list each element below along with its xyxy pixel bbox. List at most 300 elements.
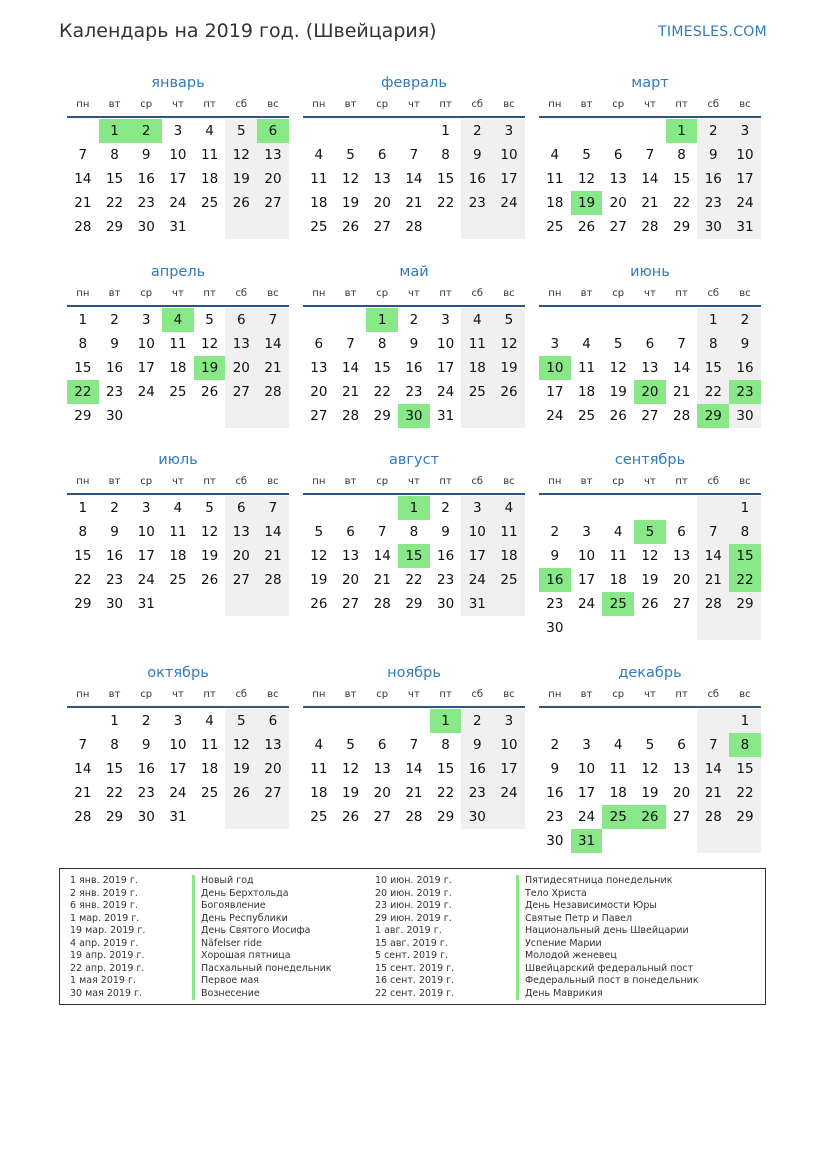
weekday-label: пт xyxy=(675,476,688,487)
empty-day-cell xyxy=(729,616,761,640)
weekday-label: ср xyxy=(140,288,153,299)
empty-day-cell xyxy=(162,404,194,428)
empty-day-cell xyxy=(162,592,194,616)
legend-holiday-name: Молодой женевец xyxy=(516,950,699,963)
day-cell: 1 xyxy=(666,119,698,143)
day-cell: 2 xyxy=(697,119,729,143)
weekday-label: пт xyxy=(203,99,216,110)
day-cell: 20 xyxy=(373,785,391,801)
day-cell: 28 xyxy=(341,408,360,424)
day-cell: 23 xyxy=(405,384,423,400)
day-cell: 30 xyxy=(546,620,564,636)
week-row xyxy=(303,757,525,781)
day-cell: 24 xyxy=(169,195,187,211)
week-row xyxy=(67,709,289,733)
empty-day-cell xyxy=(697,709,729,733)
legend-holiday-date: 19 апр. 2019 г. xyxy=(70,950,145,961)
legend-holiday-name: День Святого Иосифа xyxy=(192,925,332,938)
day-cell: 15 xyxy=(729,757,761,781)
week-row xyxy=(303,568,525,592)
day-cell: 3 xyxy=(173,713,183,729)
weekday-label: пт xyxy=(675,689,688,700)
week-row xyxy=(539,356,761,380)
week-row xyxy=(539,592,761,616)
day-cell: 29 xyxy=(74,596,92,612)
day-cell: 2 xyxy=(441,500,450,516)
day-cell: 2 xyxy=(461,119,493,143)
day-cell: 22 xyxy=(373,384,391,400)
day-cell: 13 xyxy=(373,761,391,777)
day-cell: 27 xyxy=(609,219,627,235)
day-cell: 29 xyxy=(697,404,729,428)
day-cell: 27 xyxy=(257,781,289,805)
weekday-label: пн xyxy=(312,288,326,299)
day-cell: 25 xyxy=(577,408,596,424)
day-cell: 9 xyxy=(441,524,450,540)
day-cell: 19 xyxy=(201,548,219,564)
day-cell: 10 xyxy=(169,147,187,163)
week-row xyxy=(539,520,761,544)
day-cell: 9 xyxy=(110,524,119,540)
weekday-label: вт xyxy=(344,476,357,487)
legend-holiday-date: 2 янв. 2019 г. xyxy=(70,887,138,899)
day-cell: 19 xyxy=(310,572,328,588)
empty-day-cell xyxy=(303,496,335,520)
weekday-label: ср xyxy=(140,99,153,110)
day-cell: 4 xyxy=(582,336,591,352)
day-cell: 8 xyxy=(441,737,450,753)
day-cell: 18 xyxy=(310,785,328,801)
day-cell: 23 xyxy=(137,195,155,211)
month-11 xyxy=(303,662,525,829)
day-cell: 23 xyxy=(729,380,761,404)
day-cell: 8 xyxy=(110,147,119,163)
weekday-header xyxy=(67,283,289,305)
day-cell: 20 xyxy=(310,384,328,400)
week-row xyxy=(67,520,289,544)
day-cell: 22 xyxy=(437,785,455,801)
day-cell: 12 xyxy=(641,761,659,777)
day-cell: 22 xyxy=(74,572,92,588)
week-row xyxy=(303,380,525,404)
weekday-label: сб xyxy=(235,476,248,487)
day-cell: 30 xyxy=(697,215,729,239)
day-cell: 10 xyxy=(437,336,455,352)
day-cell: 5 xyxy=(634,520,666,544)
day-cell: 16 xyxy=(105,360,124,376)
empty-day-cell xyxy=(666,616,698,640)
day-cell: 7 xyxy=(677,336,686,352)
day-cell: 7 xyxy=(409,737,419,753)
day-cell: 28 xyxy=(697,805,729,829)
day-cell: 31 xyxy=(169,219,187,235)
day-cell: 21 xyxy=(697,568,729,592)
empty-day-cell xyxy=(335,308,367,332)
day-cell: 24 xyxy=(577,596,596,612)
weekday-label: пт xyxy=(439,689,452,700)
week-row xyxy=(303,544,525,568)
month-name: июнь xyxy=(630,264,670,280)
day-cell: 12 xyxy=(341,761,360,777)
empty-day-cell xyxy=(67,119,99,143)
day-cell: 24 xyxy=(437,384,455,400)
day-cell: 11 xyxy=(310,171,328,187)
day-cell: 16 xyxy=(461,757,493,781)
empty-day-cell xyxy=(634,496,666,520)
day-cell: 14 xyxy=(373,548,391,564)
month-9 xyxy=(539,449,761,640)
weekday-label: пн xyxy=(312,99,326,110)
empty-day-cell xyxy=(666,308,698,332)
week-row xyxy=(67,356,289,380)
day-cell: 15 xyxy=(373,360,391,376)
site-link[interactable]: TIMESLES.COM xyxy=(658,24,767,40)
day-cell: 27 xyxy=(341,596,360,612)
day-cell: 22 xyxy=(729,568,761,592)
week-row xyxy=(539,709,761,733)
day-cell: 29 xyxy=(437,809,455,825)
empty-day-cell xyxy=(225,215,257,239)
day-cell: 25 xyxy=(201,195,219,211)
day-cell: 1 xyxy=(78,500,88,516)
day-cell: 21 xyxy=(673,384,691,400)
legend-holiday-date: 16 сент. 2019 г. xyxy=(375,975,455,986)
legend-holiday-name: Успение Марии xyxy=(516,938,699,951)
day-cell: 31 xyxy=(461,592,493,616)
day-cell: 4 xyxy=(613,524,623,540)
day-cell: 20 xyxy=(225,356,257,380)
day-cell: 25 xyxy=(493,568,525,592)
day-cell: 8 xyxy=(729,733,761,757)
day-cell: 4 xyxy=(173,500,183,516)
day-cell: 21 xyxy=(405,195,423,211)
day-cell: 14 xyxy=(74,761,92,777)
weekday-label: вс xyxy=(503,689,515,700)
day-cell: 3 xyxy=(441,312,450,328)
day-cell: 6 xyxy=(377,147,387,163)
weekday-label: сб xyxy=(707,288,720,299)
legend-holiday-name: Федеральный пост в понедельник xyxy=(516,975,699,988)
legend-holiday-date: 23 июн. 2019 г. xyxy=(375,900,452,911)
day-cell: 1 xyxy=(729,496,761,520)
day-cell: 10 xyxy=(539,356,571,380)
weekday-label: вт xyxy=(108,476,121,487)
day-cell: 4 xyxy=(550,147,560,163)
empty-day-cell xyxy=(194,215,226,239)
day-cell: 27 xyxy=(225,568,257,592)
day-cell: 18 xyxy=(310,195,328,211)
empty-day-cell xyxy=(430,215,462,239)
week-row xyxy=(303,805,525,829)
day-cell: 24 xyxy=(493,191,525,215)
day-cell: 18 xyxy=(546,195,564,211)
weekday-label: чт xyxy=(644,99,656,110)
weekday-label: вс xyxy=(503,476,515,487)
month-12 xyxy=(539,662,761,853)
day-cell: 30 xyxy=(461,805,493,829)
week-row xyxy=(539,781,761,805)
day-cell: 16 xyxy=(539,568,571,592)
day-cell: 28 xyxy=(257,380,289,404)
day-cell: 26 xyxy=(577,219,596,235)
day-cell: 26 xyxy=(493,380,525,404)
day-cell: 16 xyxy=(437,548,455,564)
legend-holiday-name: Национальный день Швейцарии xyxy=(516,925,699,938)
empty-day-cell xyxy=(257,805,289,829)
day-cell: 17 xyxy=(137,548,155,564)
week-row xyxy=(303,143,525,167)
empty-day-cell xyxy=(493,404,525,428)
legend-holiday-date: 1 янв. 2019 г. xyxy=(70,875,138,886)
weekday-label: сб xyxy=(707,689,720,700)
month-divider xyxy=(67,493,289,495)
day-cell: 5 xyxy=(493,308,525,332)
day-cell: 29 xyxy=(673,219,691,235)
day-cell: 26 xyxy=(201,384,219,400)
day-cell: 5 xyxy=(225,709,257,733)
day-cell: 12 xyxy=(641,548,659,564)
day-cell: 12 xyxy=(201,524,219,540)
day-cell: 3 xyxy=(493,119,525,143)
month-divider xyxy=(67,706,289,708)
legend-holiday-date: 15 сент. 2019 г. xyxy=(375,962,455,974)
weekday-header xyxy=(539,684,761,706)
weekday-label: пн xyxy=(76,288,90,299)
day-cell: 11 xyxy=(609,761,627,777)
day-cell: 15 xyxy=(437,761,455,777)
day-cell: 12 xyxy=(201,336,219,352)
week-row xyxy=(303,781,525,805)
day-cell: 14 xyxy=(257,332,289,356)
week-row xyxy=(303,167,525,191)
day-cell: 31 xyxy=(729,215,761,239)
day-cell: 20 xyxy=(225,544,257,568)
legend-holiday-date: 19 мар. 2019 г. xyxy=(70,925,146,936)
day-cell: 27 xyxy=(373,809,391,825)
empty-day-cell xyxy=(634,119,666,143)
weekday-label: пн xyxy=(548,476,562,487)
month-divider xyxy=(67,116,289,118)
day-cell: 31 xyxy=(169,809,187,825)
day-cell: 21 xyxy=(257,544,289,568)
legend-holiday-date: 4 апр. 2019 г. xyxy=(70,937,139,949)
day-cell: 3 xyxy=(493,709,525,733)
empty-day-cell xyxy=(398,119,430,143)
day-cell: 16 xyxy=(137,761,155,777)
day-cell: 2 xyxy=(550,737,560,753)
day-cell: 19 xyxy=(493,356,525,380)
day-cell: 19 xyxy=(341,785,360,801)
empty-day-cell xyxy=(461,404,493,428)
weekday-label: пн xyxy=(312,476,326,487)
day-cell: 11 xyxy=(546,171,564,187)
legend-holiday-date: 1 авг. 2019 г. xyxy=(375,925,442,936)
week-row xyxy=(67,191,289,215)
day-cell: 14 xyxy=(405,761,423,777)
day-cell: 18 xyxy=(609,572,627,588)
month-3 xyxy=(539,72,761,239)
day-cell: 27 xyxy=(641,408,659,424)
day-cell: 13 xyxy=(225,520,257,544)
day-cell: 14 xyxy=(74,171,92,187)
legend-holiday-name: Хорошая пятница xyxy=(192,950,332,963)
legend-holiday-date: 30 мая 2019 г. xyxy=(70,987,143,999)
day-cell: 14 xyxy=(697,544,729,568)
weekday-label: вт xyxy=(344,288,357,299)
weekday-label: вт xyxy=(580,476,593,487)
day-cell: 26 xyxy=(310,596,328,612)
day-cell: 5 xyxy=(346,737,355,753)
day-cell: 1 xyxy=(99,119,131,143)
day-cell: 19 xyxy=(641,572,659,588)
empty-day-cell xyxy=(571,496,603,520)
weekday-label: сб xyxy=(471,476,484,487)
empty-day-cell xyxy=(67,709,99,733)
empty-day-cell xyxy=(602,308,634,332)
day-cell: 28 xyxy=(673,408,691,424)
weekday-label: чт xyxy=(644,476,656,487)
month-10 xyxy=(67,662,289,829)
day-cell: 23 xyxy=(697,191,729,215)
legend-holiday-date: 29 июн. 2019 г. xyxy=(375,912,452,924)
day-cell: 13 xyxy=(673,761,691,777)
day-cell: 17 xyxy=(493,757,525,781)
empty-day-cell xyxy=(130,404,162,428)
week-row xyxy=(303,215,525,239)
day-cell: 29 xyxy=(729,805,761,829)
day-cell: 18 xyxy=(461,356,493,380)
weekday-label: пн xyxy=(76,689,90,700)
weekday-label: вс xyxy=(739,288,751,299)
weekday-label: сб xyxy=(235,689,248,700)
legend-holiday-date: 22 сент. 2019 г. xyxy=(375,987,455,999)
day-cell: 30 xyxy=(398,404,430,428)
empty-day-cell xyxy=(539,709,571,733)
day-cell: 18 xyxy=(577,384,596,400)
month-divider xyxy=(67,305,289,307)
day-cell: 7 xyxy=(697,520,729,544)
empty-day-cell xyxy=(571,709,603,733)
legend-holiday-name: Новый год xyxy=(192,875,332,888)
day-cell: 17 xyxy=(169,761,187,777)
day-cell: 24 xyxy=(137,384,155,400)
empty-day-cell xyxy=(602,616,634,640)
legend-dates-right xyxy=(375,875,454,1000)
weekday-label: вт xyxy=(344,99,357,110)
day-cell: 17 xyxy=(493,167,525,191)
month-name: октябрь xyxy=(147,665,209,681)
legend-holiday-date: 15 авг. 2019 г. xyxy=(375,937,448,949)
weekday-label: ср xyxy=(612,288,625,299)
day-cell: 22 xyxy=(437,195,455,211)
day-cell: 8 xyxy=(78,524,88,540)
month-divider xyxy=(539,706,761,708)
empty-day-cell xyxy=(571,119,603,143)
day-cell: 21 xyxy=(405,785,423,801)
day-cell: 17 xyxy=(169,171,187,187)
day-cell: 21 xyxy=(74,785,92,801)
empty-day-cell xyxy=(461,215,493,239)
day-cell: 12 xyxy=(341,171,360,187)
day-cell: 10 xyxy=(493,733,525,757)
week-row xyxy=(539,143,761,167)
empty-day-cell xyxy=(303,709,335,733)
day-cell: 27 xyxy=(673,596,691,612)
day-cell: 9 xyxy=(110,336,119,352)
week-row xyxy=(539,308,761,332)
weekday-header xyxy=(67,94,289,116)
legend-names-left xyxy=(192,875,332,1000)
weekday-header xyxy=(303,94,525,116)
day-cell: 1 xyxy=(441,123,450,139)
weekday-label: чт xyxy=(172,288,184,299)
week-row xyxy=(67,733,289,757)
day-cell: 11 xyxy=(493,520,525,544)
weekday-label: вт xyxy=(580,288,593,299)
day-cell: 2 xyxy=(141,713,151,729)
weekday-label: чт xyxy=(172,476,184,487)
day-cell: 1 xyxy=(729,709,761,733)
day-cell: 12 xyxy=(225,143,257,167)
month-divider xyxy=(539,116,761,118)
weekday-label: вт xyxy=(108,288,121,299)
day-cell: 4 xyxy=(613,737,623,753)
legend-names-right xyxy=(516,875,699,1000)
empty-day-cell xyxy=(225,404,257,428)
day-cell: 26 xyxy=(341,219,360,235)
empty-day-cell xyxy=(335,119,367,143)
day-cell: 24 xyxy=(729,191,761,215)
day-cell: 14 xyxy=(641,171,659,187)
weekday-label: вс xyxy=(503,288,515,299)
empty-day-cell xyxy=(602,496,634,520)
month-name: февраль xyxy=(381,75,447,91)
week-row xyxy=(539,191,761,215)
day-cell: 8 xyxy=(697,332,729,356)
day-cell: 16 xyxy=(461,167,493,191)
weekday-label: ср xyxy=(612,99,625,110)
day-cell: 2 xyxy=(130,119,162,143)
day-cell: 6 xyxy=(377,737,387,753)
day-cell: 29 xyxy=(729,592,761,616)
day-cell: 1 xyxy=(110,713,119,729)
legend-holiday-date: 22 апр. 2019 г. xyxy=(70,962,145,974)
day-cell: 25 xyxy=(602,592,634,616)
day-cell: 24 xyxy=(169,785,187,801)
weekday-header xyxy=(67,684,289,706)
day-cell: 9 xyxy=(697,143,729,167)
legend-holiday-name: День Независимости Юры xyxy=(516,900,699,913)
day-cell: 11 xyxy=(201,737,219,753)
day-cell: 20 xyxy=(257,757,289,781)
legend-holiday-name: Первое мая xyxy=(192,975,332,988)
month-name: сентябрь xyxy=(614,452,686,468)
day-cell: 3 xyxy=(461,496,493,520)
week-row xyxy=(539,380,761,404)
day-cell: 14 xyxy=(257,520,289,544)
legend-holiday-name: День Маврикия xyxy=(516,988,699,1001)
page-title: Календарь на 2019 год. (Швейцария) xyxy=(59,20,437,42)
day-cell: 6 xyxy=(257,119,289,143)
day-cell: 6 xyxy=(257,709,289,733)
day-cell: 11 xyxy=(609,548,627,564)
week-row xyxy=(539,805,761,829)
week-row xyxy=(539,167,761,191)
empty-day-cell xyxy=(303,308,335,332)
day-cell: 20 xyxy=(257,167,289,191)
day-cell: 25 xyxy=(310,219,328,235)
day-cell: 19 xyxy=(225,167,257,191)
